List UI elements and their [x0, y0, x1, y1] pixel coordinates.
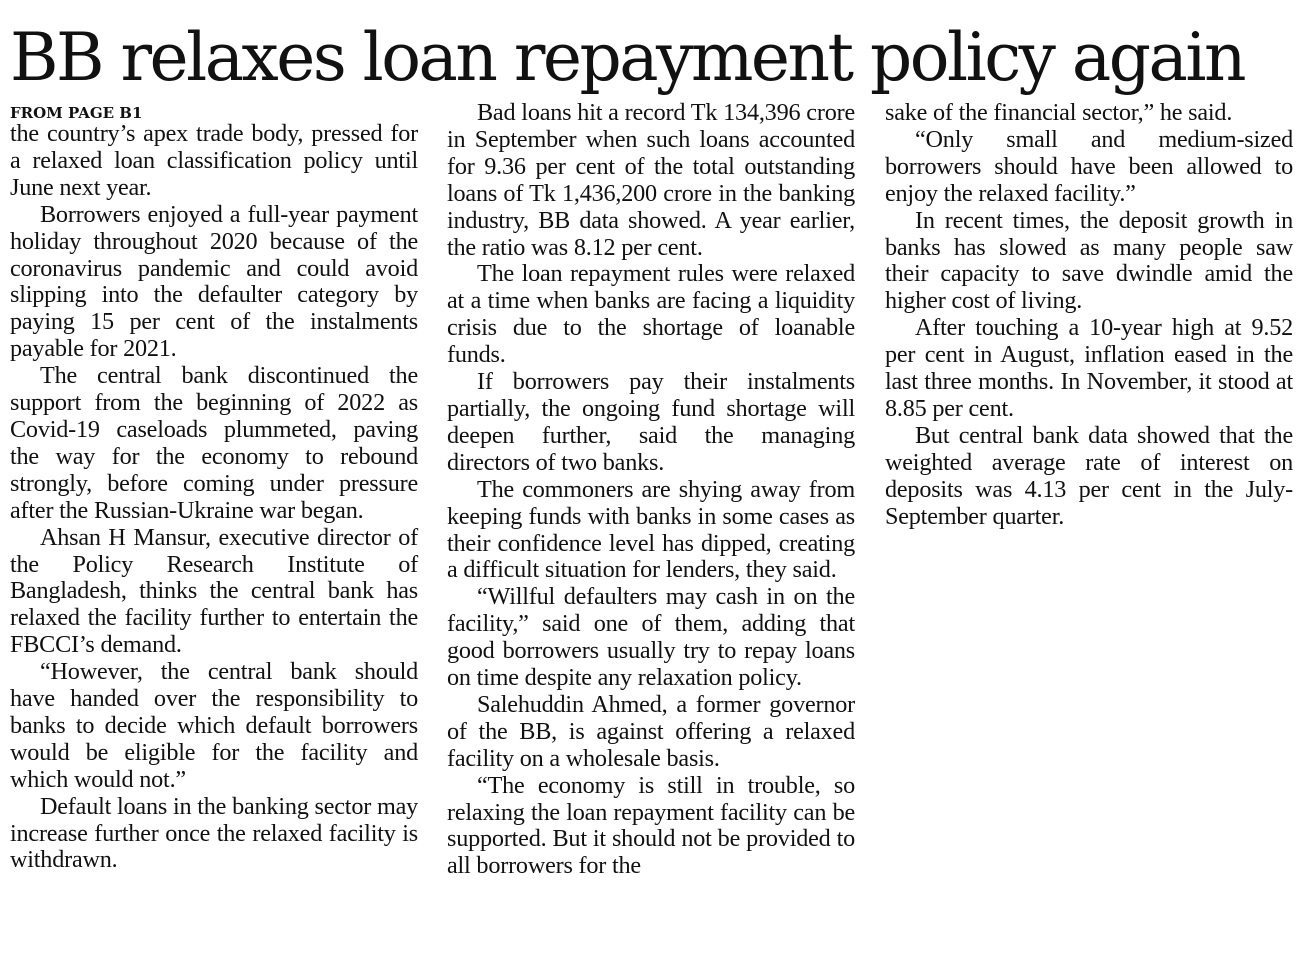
paragraph: sake of the financial sector,” he said. — [885, 99, 1233, 126]
paragraph: Borrowers enjoyed a full-year payment holiday throughout 2020 because of the coronavirus pandemic and could avoid slipping into the defaulter category by paying 15 per cent of the instalments payable for 2021. — [10, 200, 418, 363]
paragraph: the country’s apex trade body, pressed for a relaxed loan classification policy until June next year. — [10, 120, 418, 201]
paragraph: If borrowers pay their instalments partially, the ongoing fund shortage will deepen further, said the managing directors of two banks. — [447, 368, 855, 476]
paragraph: Bad loans hit a record Tk 134,396 crore in September when such loans accounted for 9.36 per cent of the total outstanding loans of Tk 1,436,200 crore in the banking industry, BB data showed. A year earlier, the ratio was 8.12 per cent. — [447, 99, 855, 261]
headline: BB relaxes loan repayment policy again — [10, 19, 1244, 96]
paragraph: “The economy is still in trouble, so relaxing the loan repayment facility can be supported. But it should not be provided to all borrowers for the — [447, 771, 855, 880]
paragraph: After touching a 10-year high at 9.52 per cent in August, inflation eased in the last three months. In November, it stood at 8.85 per cent. — [885, 314, 1293, 422]
paragraph: The commoners are shying away from keeping funds with banks in some cases as their confidence level has dipped, creating a difficult situation for lenders, they said. — [447, 475, 855, 584]
paragraph: In recent times, the deposit growth in banks has slowed as many people saw their capacity to save dwindle amid the higher cost of living. — [885, 206, 1293, 315]
paragraph: “Willful defaulters may cash in on the facility,” said one of them, adding that good borrowers usually try to repay loans on time despite any relaxation policy. — [447, 583, 855, 692]
paragraph: But central bank data showed that the weighted average rate of interest on deposits was 4.13 per cent in the July-September quarter. — [885, 421, 1293, 530]
paragraph: The loan repayment rules were relaxed at a time when banks are facing a liquidity crisis due to the shortage of loanable funds. — [447, 260, 855, 369]
paragraph: Ahsan H Mansur, executive director of the Policy Research Institute of Bangladesh, thinks the central bank has relaxed the facility further to entertain the FBCCI’s demand. — [10, 523, 418, 659]
paragraph: “However, the central bank should have handed over the responsibility to banks to decide which default borrowers would be eligible for the facility and which would not.” — [10, 658, 418, 793]
paragraph: Salehuddin Ahmed, a former governor of the BB, is against offering a relaxed facility on a wholesale basis. — [447, 690, 855, 772]
article-column-2 — [447, 100, 855, 880]
article-column-3 — [885, 100, 1293, 531]
paragraph: “Only small and medium-sized borrowers should have been allowed to enjoy the relaxed facility.” — [885, 125, 1293, 207]
paragraph: The central bank discontinued the support from the beginning of 2022 as Covid-19 caseloads plummeted, paving the way for the economy to rebound strongly, before coming under pressure after the Russian-Ukraine war began. — [10, 362, 418, 524]
continuation-kicker: FROM PAGE B1 — [10, 104, 143, 122]
article-column-1 — [10, 100, 418, 874]
paragraph: Default loans in the banking sector may increase further once the relaxed facility is withdrawn. — [10, 792, 418, 874]
